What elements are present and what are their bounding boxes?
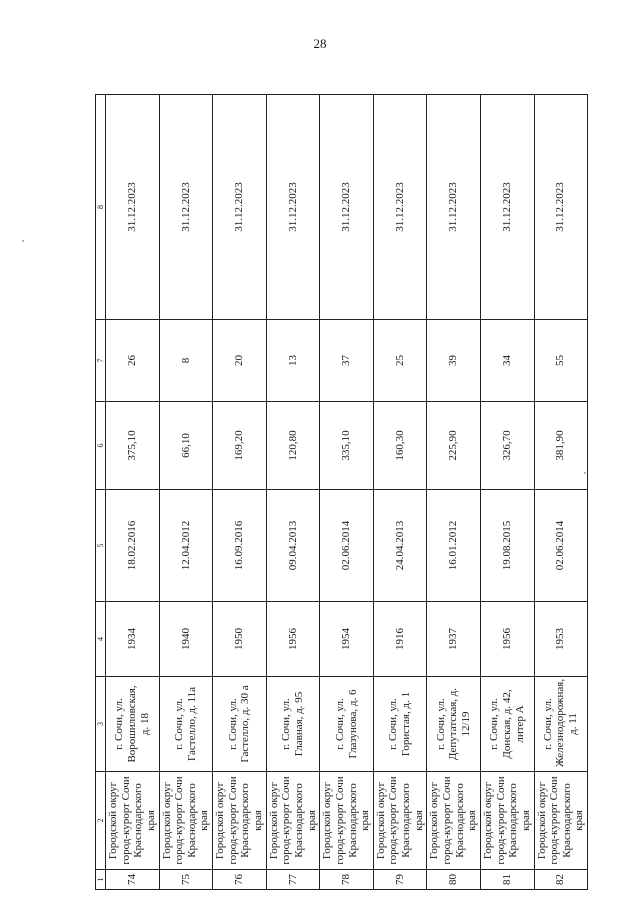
deadline-cell: 31.12.2023: [480, 95, 534, 320]
count-cell: 55: [534, 320, 588, 402]
row-number: 75: [159, 870, 213, 890]
year-cell: 1956: [266, 602, 320, 677]
table-row: [373, 95, 427, 890]
date-cell: 19.08.2015: [480, 490, 534, 602]
row-number: 78: [320, 870, 374, 890]
column-number: 4: [96, 602, 106, 677]
deadline-cell: 31.12.2023: [427, 95, 481, 320]
municipality-cell: Городской округ город-курорт Сочи Краснодарского края: [320, 772, 374, 870]
deadline-cell: 31.12.2023: [213, 95, 267, 320]
area-cell: 66,10: [159, 402, 213, 490]
column-number: 7: [96, 320, 106, 402]
date-cell: 16.01.2012: [427, 490, 481, 602]
deadline-cell: 31.12.2023: [373, 95, 427, 320]
area-cell: 160,30: [373, 402, 427, 490]
count-cell: 25: [373, 320, 427, 402]
year-cell: 1937: [427, 602, 481, 677]
address-cell: г. Сочи, ул. Гастелло, д. 11а: [159, 677, 213, 772]
column-number: 3: [96, 677, 106, 772]
municipality-cell: Городской округ город-курорт Сочи Краснодарского края: [534, 772, 588, 870]
deadline-cell: 31.12.2023: [320, 95, 374, 320]
date-cell: 24.04.2013: [373, 490, 427, 602]
column-number-row: [96, 95, 106, 890]
row-number: 81: [480, 870, 534, 890]
deadline-cell: 31.12.2023: [534, 95, 588, 320]
address-cell: г. Сочи, ул. Гористая, д. 1: [373, 677, 427, 772]
deadline-cell: 31.12.2023: [106, 95, 160, 320]
deadline-cell: 31.12.2023: [159, 95, 213, 320]
column-number: 2: [96, 772, 106, 870]
count-cell: 37: [320, 320, 374, 402]
table-row: [480, 95, 534, 890]
count-cell: 20: [213, 320, 267, 402]
row-number: 82: [534, 870, 588, 890]
municipality-cell: Городской округ город-курорт Сочи Краснодарского края: [373, 772, 427, 870]
count-cell: 39: [427, 320, 481, 402]
date-cell: 12.04.2012: [159, 490, 213, 602]
year-cell: 1916: [373, 602, 427, 677]
municipality-cell: Городской округ город-курорт Сочи Краснодарского края: [213, 772, 267, 870]
address-cell: г. Сочи, ул. Ворошиловская, д. 18: [106, 677, 160, 772]
year-cell: 1940: [159, 602, 213, 677]
column-number: 6: [96, 402, 106, 490]
row-number: 80: [427, 870, 481, 890]
count-cell: 8: [159, 320, 213, 402]
count-cell: 13: [266, 320, 320, 402]
address-cell: г. Сочи, ул. Глазунова, д. 6: [320, 677, 374, 772]
table-row: [213, 95, 267, 890]
column-number: 5: [96, 490, 106, 602]
area-cell: 169,20: [213, 402, 267, 490]
page-number: 28: [313, 36, 327, 51]
row-number: 74: [106, 870, 160, 890]
date-cell: 16.09.2016: [213, 490, 267, 602]
scan-speck: [22, 240, 24, 242]
date-cell: 02.06.2014: [320, 490, 374, 602]
municipality-cell: Городской округ город-курорт Сочи Краснодарского края: [159, 772, 213, 870]
table-row: [266, 95, 320, 890]
address-cell: г. Сочи, ул. Депутатская, д. 12/19: [427, 677, 481, 772]
municipality-cell: Городской округ город-курорт Сочи Краснодарского края: [480, 772, 534, 870]
table-row: [106, 95, 160, 890]
column-number: 1: [96, 870, 106, 890]
row-number: 79: [373, 870, 427, 890]
year-cell: 1953: [534, 602, 588, 677]
date-cell: 09.04.2013: [266, 490, 320, 602]
area-cell: 381,90: [534, 402, 588, 490]
date-cell: 02.06.2014: [534, 490, 588, 602]
table-row: [427, 95, 481, 890]
date-cell: 18.02.2016: [106, 490, 160, 602]
municipality-cell: Городской округ город-курорт Сочи Краснодарского края: [266, 772, 320, 870]
area-cell: 326,70: [480, 402, 534, 490]
rotated-table-container: [95, 95, 586, 890]
year-cell: 1950: [213, 602, 267, 677]
deadline-cell: 31.12.2023: [266, 95, 320, 320]
table-row: [159, 95, 213, 890]
table-row: [320, 95, 374, 890]
register-table-area: [95, 95, 586, 890]
year-cell: 1954: [320, 602, 374, 677]
count-cell: 26: [106, 320, 160, 402]
row-number: 76: [213, 870, 267, 890]
housing-register-table: [95, 94, 588, 890]
area-cell: 375,10: [106, 402, 160, 490]
address-cell: г. Сочи, ул. Главная, д. 95: [266, 677, 320, 772]
address-cell: г. Сочи, ул. Железнодорожная, д. 11: [534, 677, 588, 772]
municipality-cell: Городской округ город-курорт Сочи Краснодарского края: [106, 772, 160, 870]
column-number: 8: [96, 95, 106, 320]
municipality-cell: Городской округ город-курорт Сочи Краснодарского края: [427, 772, 481, 870]
area-cell: 335,10: [320, 402, 374, 490]
address-cell: г. Сочи, ул. Гастелло, д. 30 а: [213, 677, 267, 772]
count-cell: 34: [480, 320, 534, 402]
table-row: [534, 95, 588, 890]
row-number: 77: [266, 870, 320, 890]
area-cell: 225,90: [427, 402, 481, 490]
area-cell: 120,80: [266, 402, 320, 490]
address-cell: г. Сочи, ул. Донская, д. 42, литер А: [480, 677, 534, 772]
year-cell: 1934: [106, 602, 160, 677]
year-cell: 1956: [480, 602, 534, 677]
